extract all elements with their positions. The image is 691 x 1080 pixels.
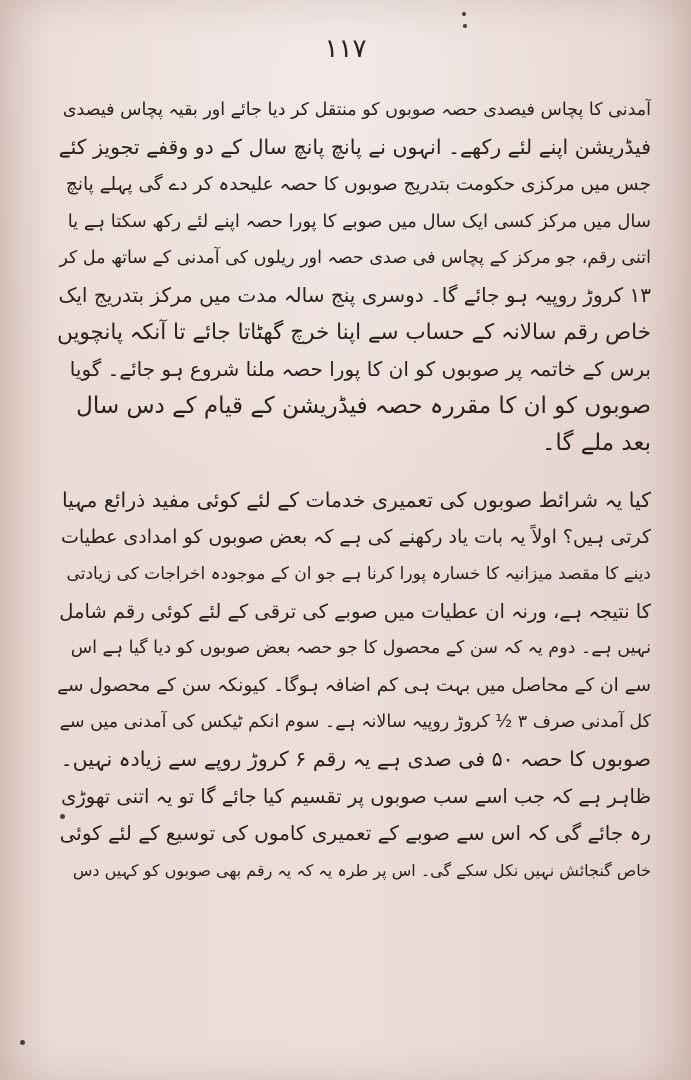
text-line: خاص گنجائش نہیں نکل سکے گی۔ اس پر طرہ یہ کہ یہ رقم بھی صوبوں کو کہیں دس bbox=[72, 861, 651, 880]
text-line: صوبوں کو ان کا مقررہ حصہ فیڈریشن کے قیام کے دس سال bbox=[76, 393, 651, 419]
page-number: ۱۱۷ bbox=[324, 34, 367, 64]
text-line: سال میں مرکز کسی ایک سال میں صوبے کا پورا حصہ اپنے لئے رکھ سکتا ہے یا bbox=[67, 211, 651, 232]
ink-speck bbox=[462, 12, 466, 16]
ink-speck bbox=[463, 24, 467, 28]
text-line: کرتی ہیں؟ اولاً یہ بات یاد رکھنے کی ہے کہ بعض صوبوں کو امدادی عطیات bbox=[61, 526, 651, 548]
text-line: رہ جائے گی کہ اس سے صوبے کے تعمیری کاموں کی توسیع کے لئے کوئی bbox=[59, 821, 651, 845]
text-line: صوبوں کا حصہ ۵۰ فی صدی ہے یہ رقم ۶ کروڑ روپے سے زیادہ نہیں۔ bbox=[60, 747, 651, 771]
text-line: نہیں ہے۔ دوم یہ کہ سن کے محصول کا جو حصہ بعض صوبوں کو دیا گیا ہے اس bbox=[70, 638, 651, 658]
body-text bbox=[56, 92, 651, 889]
text-line: دینے کا مقصد میزانیہ کا خسارہ پورا کرنا ہے جو ان کے موجودہ اخراجات کی زیادتی bbox=[66, 564, 651, 584]
paragraph-spacer bbox=[56, 462, 651, 482]
text-line: فیڈریشن اپنے لئے رکھے۔ انہوں نے پانچ پانچ سال کے دو وقفے تجویز کئے bbox=[58, 135, 651, 159]
text-line: اتنی رقم، جو مرکز کے پچاس فی صدی حصہ اور ریلوں کی آمدنی کے ساتھ مل کر bbox=[59, 248, 651, 268]
text-line: برس کے خاتمہ پر صوبوں کو ان کا پورا حصہ ملنا شروع ہو جائے۔ گویا bbox=[69, 357, 651, 381]
text-line: کا نتیجہ ہے، ورنہ ان عطیات میں صوبے کی ترقی کے لئے کوئی رقم شامل bbox=[59, 600, 651, 623]
text-line: خاص رقم سالانہ کے حساب سے اپنا خرچ گھٹاتا جائے تا آنکہ پانچویں bbox=[57, 320, 651, 345]
text-line: جس میں مرکزی حکومت بتدریج صوبوں کا حصہ علیحدہ کر دے گی پہلے پانچ bbox=[65, 174, 651, 195]
text-line: آمدنی کا پچاس فیصدی حصہ صوبوں کو منتقل کر دیا جائے اور بقیہ پچاس فیصدی bbox=[62, 100, 651, 120]
ink-speck bbox=[20, 1040, 25, 1045]
text-line: بعد ملے گا۔ bbox=[541, 430, 651, 456]
text-line: کل آمدنی صرف ۳ ½ کروڑ روپیہ سالانہ ہے۔ سوم انکم ٹیکس کی آمدنی میں سے bbox=[59, 712, 651, 732]
text-line: کیا یہ شرائط صوبوں کی تعمیری خدمات کے لئے کوئی مفید ذرائع مہیا bbox=[61, 488, 651, 512]
text-line: ظاہر ہے کہ جب اسے سب صوبوں پر تقسیم کیا جائے گا تو یہ اتنی تھوڑی bbox=[61, 785, 651, 808]
paragraph bbox=[56, 92, 651, 462]
text-line: ۱۳ کروڑ روپیہ ہو جائے گا۔ دوسری پنج سالہ مدت میں مرکز بتدریج ایک bbox=[58, 283, 651, 307]
text-line: سے ان کے محاصل میں بہت ہی کم اضافہ ہوگا۔ کیونکہ سن کے محصول سے bbox=[57, 675, 651, 696]
paragraph bbox=[56, 482, 651, 889]
